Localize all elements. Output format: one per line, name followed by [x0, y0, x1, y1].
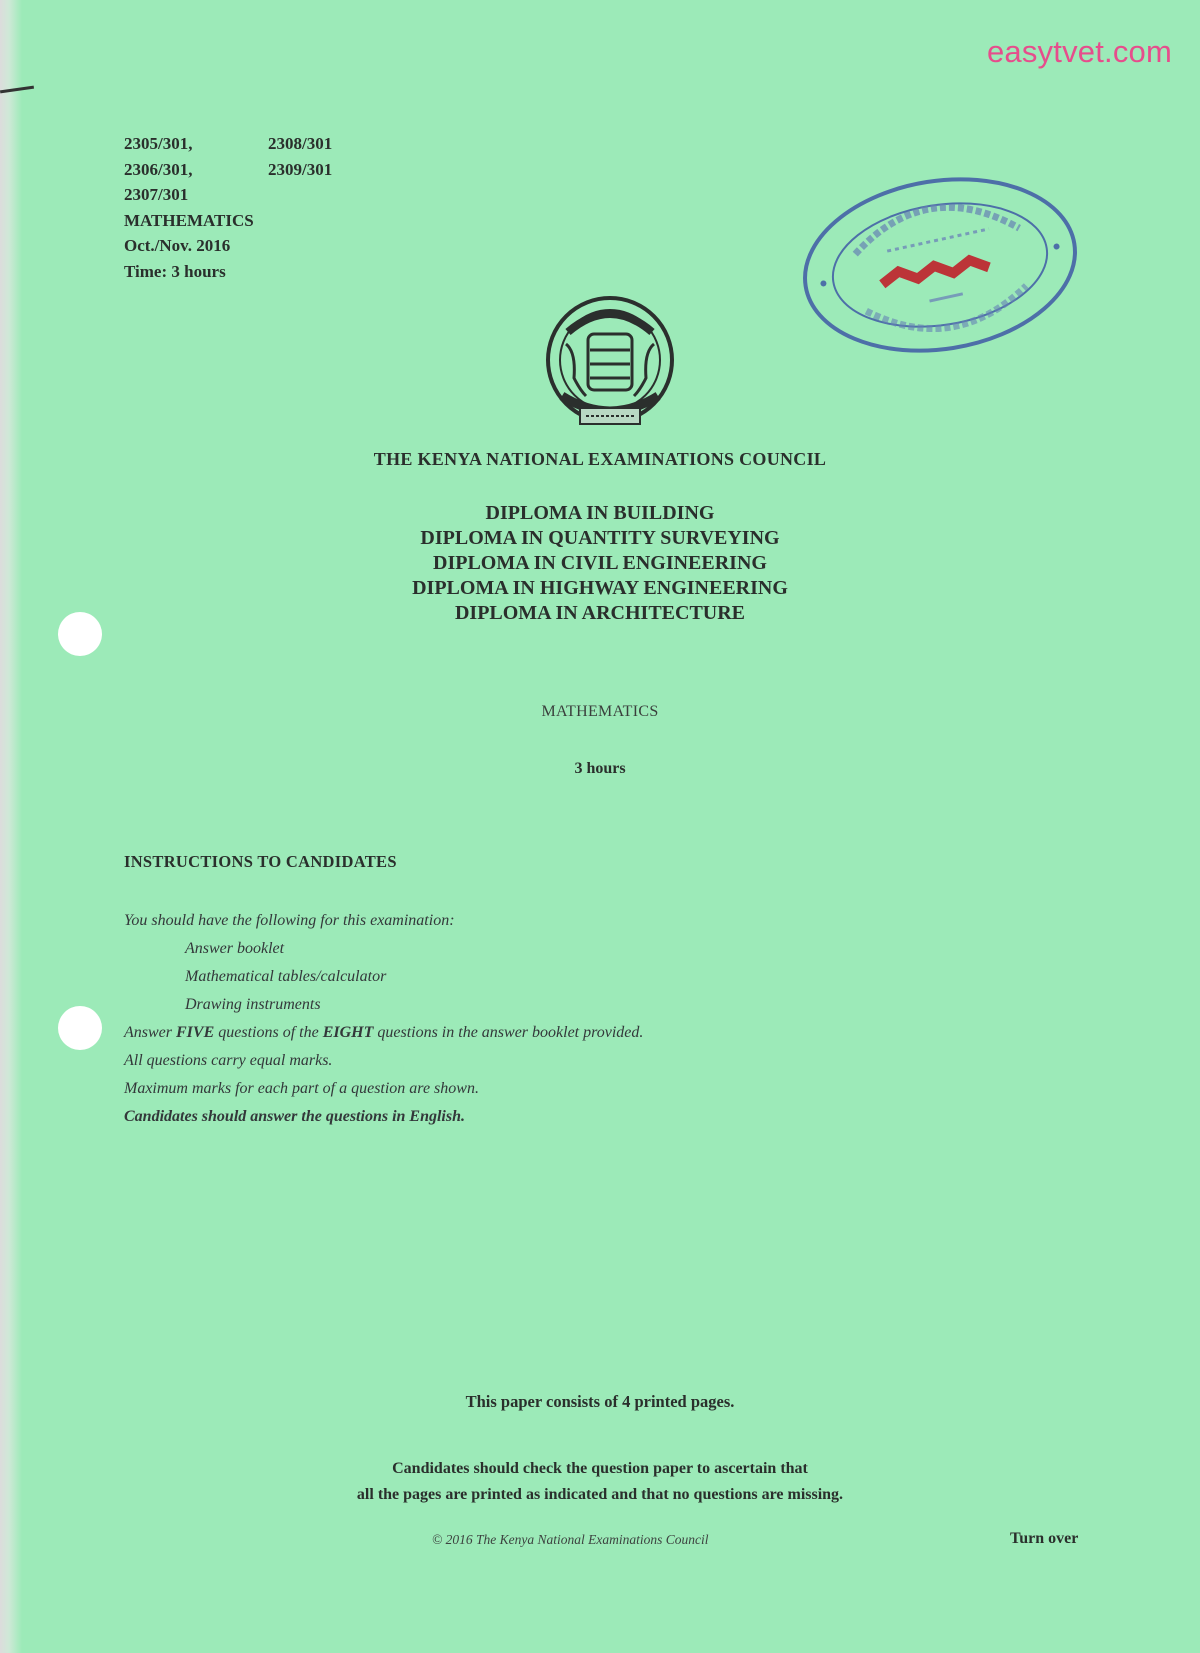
header-subject: MATHEMATICS — [124, 210, 254, 230]
paper-subject: MATHEMATICS — [541, 703, 659, 720]
paper-code: 2307/301 — [124, 185, 189, 204]
kenya-coat-of-arms-icon — [542, 292, 678, 437]
instructions-heading: INSTRUCTIONS TO CANDIDATES — [124, 852, 397, 871]
required-item: Answer booklet — [185, 940, 285, 957]
diploma-list — [0, 501, 1200, 626]
answer-text-pre: Answer — [124, 1024, 176, 1041]
diploma-title: DIPLOMA IN ARCHITECTURE — [454, 602, 746, 624]
paper-duration: 3 hours — [574, 760, 626, 777]
header-time: Time: 3 hours — [124, 261, 226, 281]
equal-marks-note: All questions carry equal marks. — [124, 1052, 333, 1069]
required-item: Drawing instruments — [185, 996, 321, 1013]
check-pages-note — [0, 1456, 1200, 1508]
paper-code: 2309/301 — [268, 159, 333, 179]
check-line: Candidates should check the question paper to ascertain that — [392, 1460, 808, 1477]
diploma-title: DIPLOMA IN CIVIL ENGINEERING — [433, 552, 767, 574]
paper-code-row — [124, 131, 332, 157]
instructions-body — [124, 907, 643, 1131]
paper-code: 2306/301, — [124, 159, 193, 179]
diploma-title: DIPLOMA IN BUILDING — [485, 502, 715, 524]
watermark-text: easytvet.com — [986, 34, 1172, 69]
answer-instruction — [124, 1019, 643, 1047]
diploma-title: DIPLOMA IN HIGHWAY ENGINEERING — [412, 577, 788, 599]
paper-code: 2305/301, — [124, 134, 193, 153]
language-note: Candidates should answer the questions in English. — [124, 1108, 465, 1125]
answer-text-mid: questions of the — [214, 1024, 323, 1041]
question-count: EIGHT — [322, 1024, 374, 1041]
answer-text-post: questions in the answer booklet provided. — [373, 1024, 644, 1041]
paper-code: 2308/301 — [268, 134, 333, 153]
header-session: Oct./Nov. 2016 — [124, 236, 231, 255]
diploma-title: DIPLOMA IN QUANTITY SURVEYING — [420, 527, 780, 549]
required-item: Mathematical tables/calculator — [185, 968, 387, 985]
check-line: all the pages are printed as indicated and that no questions are missing. — [356, 1486, 844, 1503]
punch-hole-bottom — [58, 1006, 102, 1050]
paper-code-row — [124, 157, 332, 183]
council-name: THE KENYA NATIONAL EXAMINATIONS COUNCIL — [373, 449, 827, 469]
answer-count: FIVE — [176, 1024, 215, 1041]
copyright-notice: © 2016 The Kenya National Examinations Council — [432, 1532, 709, 1547]
turn-over-label: Turn over — [1010, 1530, 1079, 1547]
paper-header-block — [124, 131, 332, 284]
paper-code-row — [124, 182, 332, 208]
max-marks-note: Maximum marks for each part of a question are shown. — [124, 1080, 479, 1097]
page-count-note: This paper consists of 4 printed pages. — [465, 1392, 735, 1411]
library-stamp-icon — [785, 150, 1095, 380]
instructions-intro: You should have the following for this examination: — [124, 912, 455, 929]
